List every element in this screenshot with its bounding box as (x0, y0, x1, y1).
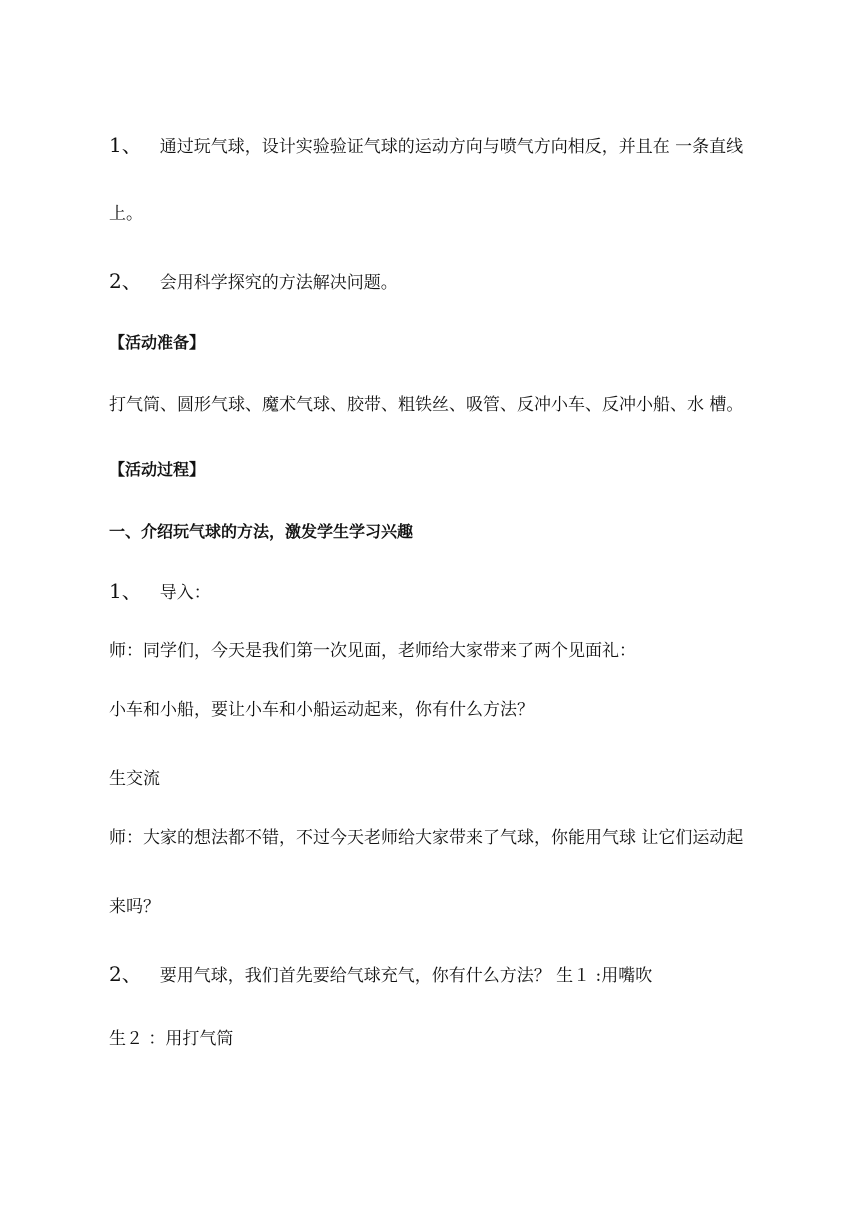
step-1 (109, 580, 211, 604)
teacher-line-3 (109, 827, 743, 849)
list-number: 1、 (109, 133, 142, 157)
section-heading-preparation-text: 【活动准备】 (109, 333, 206, 352)
teacher-line-2 (109, 699, 534, 721)
section-heading-process (109, 459, 205, 481)
step-1-text: 导入： (159, 583, 211, 603)
teacher-line-3-text: 师：大家的想法都不错，不过今天老师给大家带来了气球，你能用气球 让它们运动起 (109, 828, 744, 848)
student-exchange-text: 生交流 (109, 769, 160, 789)
materials-list (109, 394, 743, 416)
teacher-line-1-text: 师：同学们，今天是我们第一次见面，老师给大家带来了两个见面礼： (109, 641, 636, 661)
objective-1-text: 通过玩气球，设计实验验证气球的运动方向与喷气方向相反，并且在 一条直线 (159, 137, 744, 157)
teacher-line-1 (109, 640, 636, 662)
teacher-line-3-continuation-text: 来吗？ (109, 897, 160, 917)
student-2-answer-text: 生２ ：用打气筒 (109, 1029, 234, 1049)
subsection-heading-1 (109, 521, 413, 543)
objective-1-continuation (109, 203, 143, 225)
objective-1 (109, 134, 743, 158)
list-number: 2、 (109, 962, 142, 986)
teacher-line-2-text: 小车和小船，要让小车和小船运动起来，你有什么方法？ (109, 700, 534, 720)
section-heading-process-text: 【活动过程】 (109, 460, 206, 479)
student-2-answer (109, 1028, 233, 1050)
list-number: 2、 (109, 269, 142, 293)
objective-2 (109, 270, 398, 294)
materials-list-text: 打气筒、圆形气球、魔术气球、胶带、粗铁丝、吸管、反冲小车、反冲小船、水 槽。 (109, 395, 744, 415)
teacher-line-3-continuation (109, 896, 160, 918)
step-2 (109, 963, 652, 987)
student-exchange (109, 768, 160, 790)
objective-2-text: 会用科学探究的方法解决问题。 (159, 273, 398, 293)
objective-1-continuation-text: 上。 (109, 204, 143, 224)
step-2-text: 要用气球，我们首先要给气球充气，你有什么方法？ 生１ :用嘴吹 (159, 966, 653, 986)
subsection-heading-1-text: 一、介绍玩气球的方法，激发学生学习兴趣 (109, 522, 414, 541)
list-number: 1、 (109, 579, 142, 603)
section-heading-preparation (109, 332, 205, 354)
